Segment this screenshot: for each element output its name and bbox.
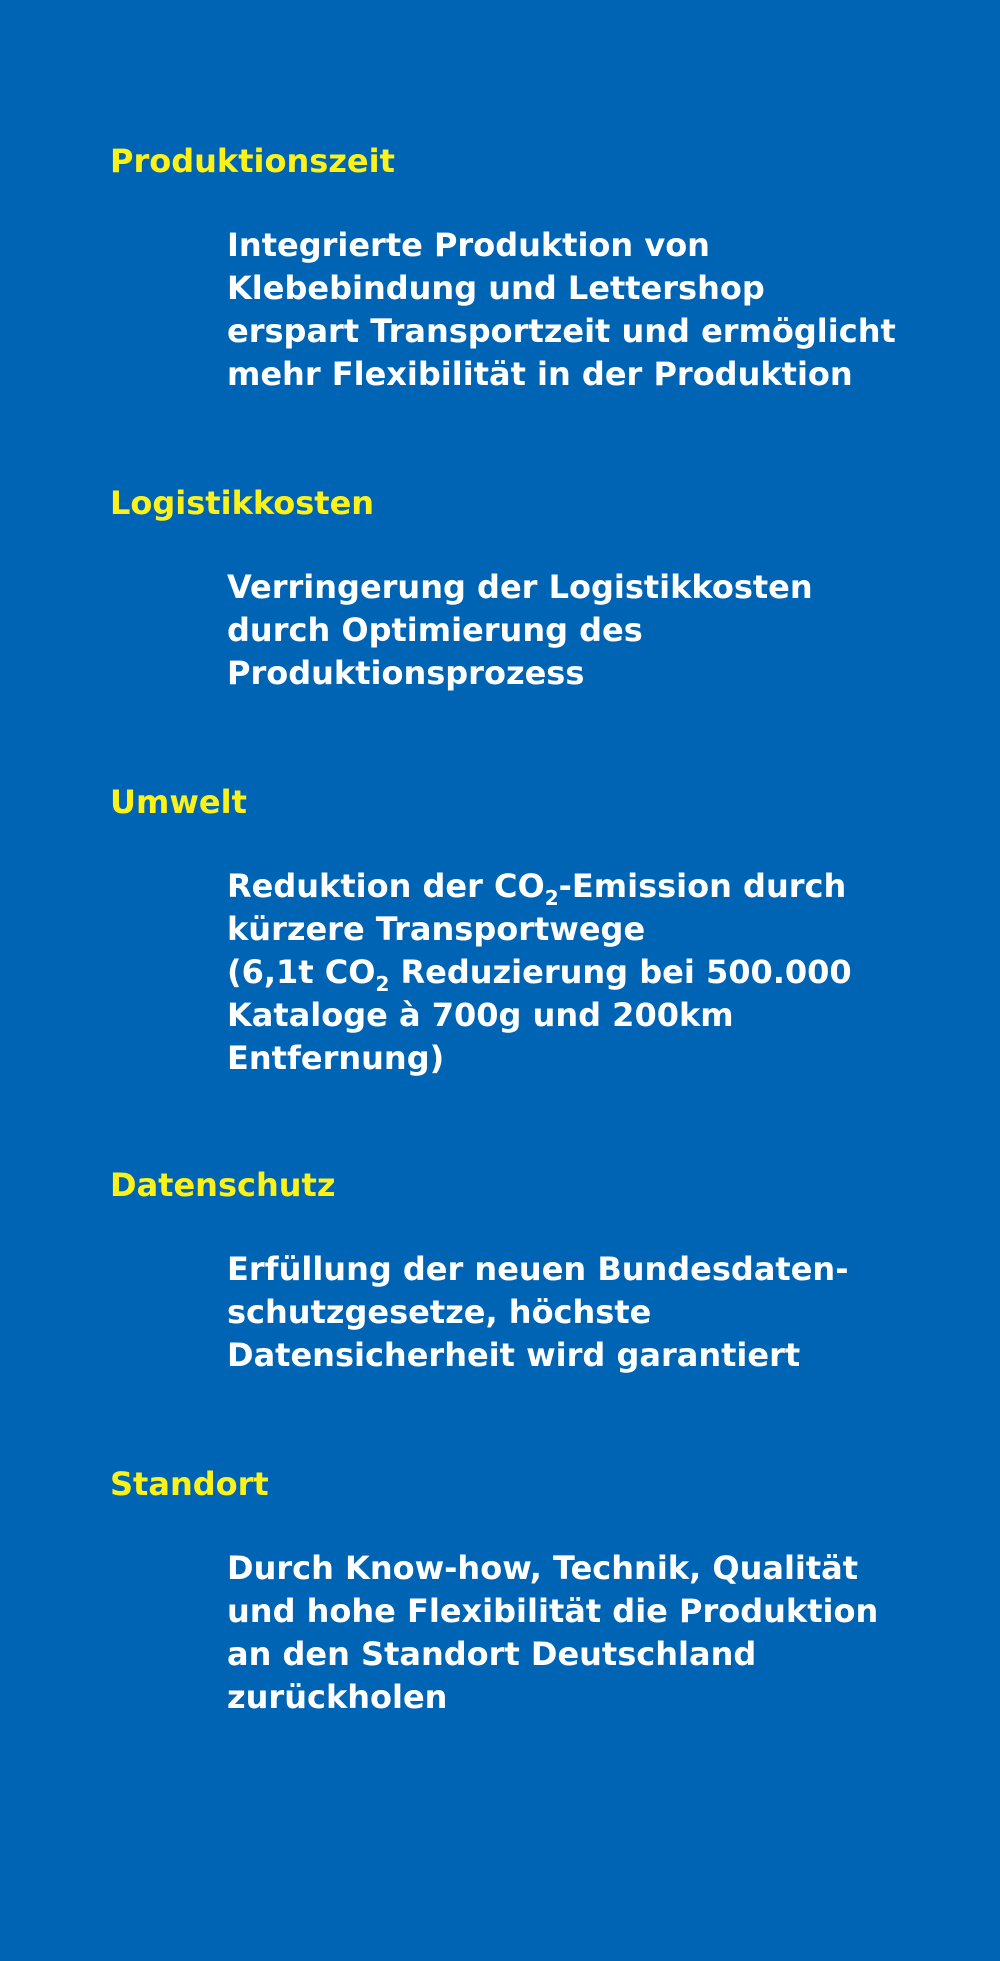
- text-line: [227, 951, 967, 994]
- text-fragment: Reduzierung bei 500.000: [389, 953, 852, 991]
- text-line: Kataloge à 700g und 200km: [227, 996, 734, 1034]
- text-line: durch Optimierung des: [227, 611, 643, 649]
- section-heading-datenschutz: Datenschutz: [110, 1166, 336, 1204]
- text-line: und hohe Flexibilität die Produktion: [227, 1592, 879, 1630]
- text-line: [227, 865, 967, 908]
- text-fragment: (6,1t CO: [227, 953, 376, 991]
- section-text-produktionszeit: [227, 224, 967, 396]
- section-text-logistikkosten: [227, 566, 967, 695]
- text-line: Klebebindung und Lettershop: [227, 269, 765, 307]
- section-heading-logistikkosten: Logistikkosten: [110, 484, 375, 522]
- text-fragment: Reduktion der CO: [227, 867, 545, 905]
- section-text-datenschutz: [227, 1248, 967, 1377]
- text-line: mehr Flexibilität in der Produktion: [227, 355, 853, 393]
- section-heading-produktionszeit: Produktionszeit: [110, 142, 395, 180]
- section-heading-umwelt: Umwelt: [110, 783, 247, 821]
- section-text-umwelt: [227, 865, 967, 1080]
- text-line: Datensicherheit wird garantiert: [227, 1336, 801, 1374]
- text-line: Erfüllung der neuen Bundesdaten-: [227, 1250, 849, 1288]
- text-line: Verringerung der Logistikkosten: [227, 568, 813, 606]
- section-heading-standort: Standort: [110, 1465, 269, 1503]
- text-line: kürzere Transportwege: [227, 910, 646, 948]
- text-line: erspart Transportzeit und ermöglicht: [227, 312, 896, 350]
- text-line: Entfernung): [227, 1039, 445, 1077]
- text-line: zurückholen: [227, 1678, 448, 1716]
- subscript: 2: [544, 886, 559, 910]
- text-line: Produktionsprozess: [227, 654, 585, 692]
- text-line: an den Standort Deutschland: [227, 1635, 757, 1673]
- text-line: Durch Know-how, Technik, Qualität: [227, 1549, 859, 1587]
- text-line: Integrierte Produktion von: [227, 226, 710, 264]
- text-line: schutzgesetze, höchste: [227, 1293, 652, 1331]
- text-fragment: -Emission durch: [558, 867, 847, 905]
- section-text-standort: [227, 1547, 967, 1719]
- subscript: 2: [375, 972, 390, 996]
